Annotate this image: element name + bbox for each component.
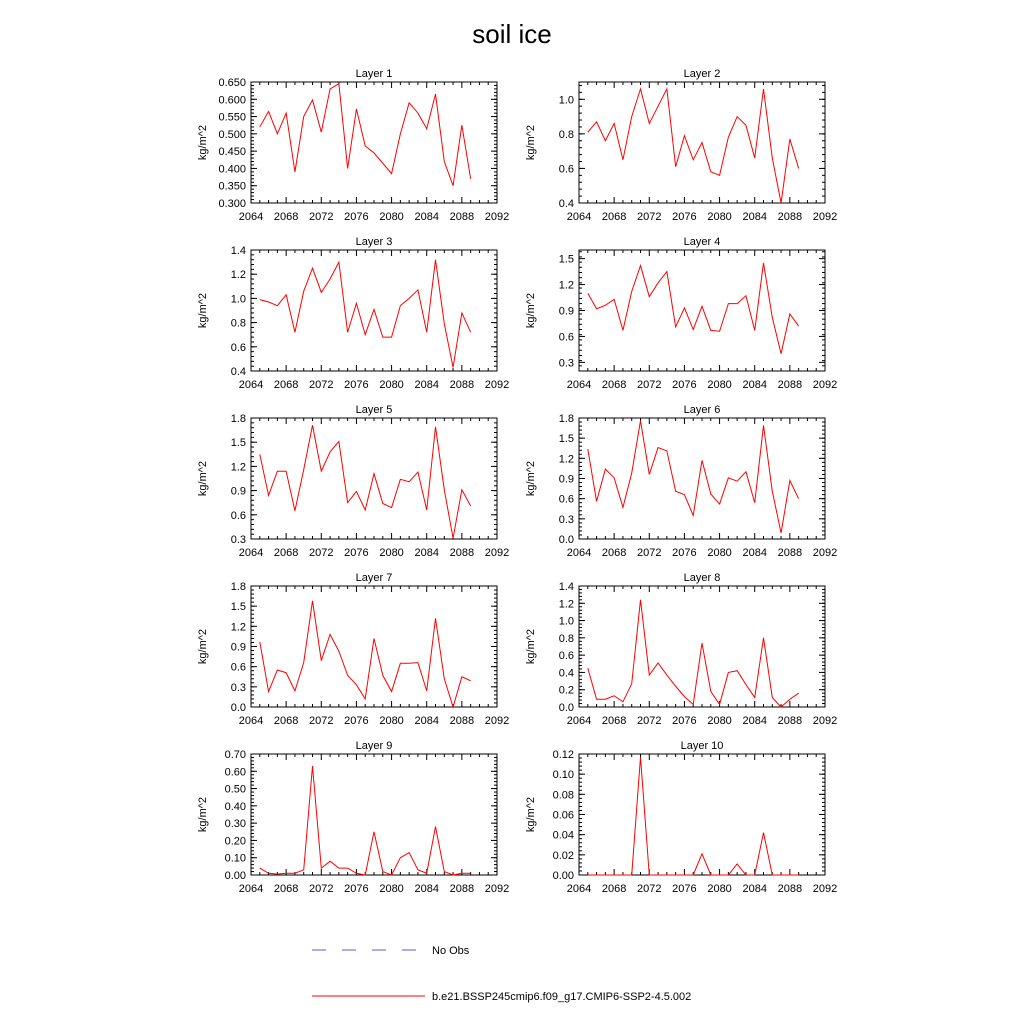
x-tick-label: 2088 bbox=[777, 211, 803, 223]
y-tick-label: 0.06 bbox=[552, 809, 574, 822]
x-tick-label: 2088 bbox=[449, 379, 475, 391]
y-tick-label: 0.450 bbox=[218, 146, 246, 159]
panel-title: Layer 5 bbox=[355, 404, 393, 416]
y-tick-label: 0.300 bbox=[218, 198, 246, 210]
panel-title: Layer 3 bbox=[355, 236, 393, 248]
x-tick-label: 2092 bbox=[484, 547, 510, 559]
y-axis-label: kg/m^2 bbox=[197, 124, 209, 161]
y-tick-label: 0.0 bbox=[558, 702, 574, 714]
y-tick-label: 1.2 bbox=[558, 598, 574, 611]
y-tick-label: 0.6 bbox=[558, 163, 574, 176]
y-tick-label: 0.4 bbox=[230, 366, 246, 378]
series-line bbox=[260, 425, 471, 538]
y-axis-label: kg/m^2 bbox=[525, 628, 537, 665]
x-tick-label: 2072 bbox=[637, 379, 662, 391]
y-tick-label: 0.2 bbox=[558, 684, 574, 697]
plot-frame bbox=[251, 586, 497, 707]
y-tick-label: 0.10 bbox=[552, 769, 574, 782]
x-tick-label: 2076 bbox=[672, 379, 697, 391]
y-tick-label: 0.8 bbox=[230, 317, 246, 330]
series-line bbox=[588, 263, 799, 354]
x-tick-label: 2080 bbox=[707, 715, 732, 727]
x-tick-label: 2072 bbox=[309, 715, 334, 727]
y-tick-label: 0.400 bbox=[218, 163, 246, 176]
x-tick-label: 2088 bbox=[449, 547, 475, 559]
x-tick-label: 2084 bbox=[742, 715, 767, 727]
x-tick-label: 2092 bbox=[812, 883, 838, 895]
y-tick-label: 0.9 bbox=[558, 305, 574, 318]
y-tick-label: 0.9 bbox=[558, 473, 574, 486]
x-tick-label: 2064 bbox=[566, 883, 592, 895]
panel-layer-10 bbox=[525, 740, 837, 895]
y-tick-label: 1.2 bbox=[230, 461, 246, 474]
x-tick-label: 2064 bbox=[238, 379, 264, 391]
x-tick-label: 2092 bbox=[812, 547, 838, 559]
y-tick-label: 1.2 bbox=[558, 279, 574, 292]
x-tick-label: 2068 bbox=[601, 379, 627, 391]
y-tick-label: 0.50 bbox=[224, 783, 246, 796]
x-tick-label: 2092 bbox=[484, 211, 510, 223]
x-tick-label: 2076 bbox=[672, 883, 697, 895]
y-tick-label: 1.8 bbox=[558, 413, 574, 425]
y-tick-label: 0.0 bbox=[230, 702, 246, 714]
x-tick-label: 2072 bbox=[309, 211, 334, 223]
panel-layer-2 bbox=[525, 68, 837, 223]
panel-title: Layer 7 bbox=[355, 572, 393, 584]
x-tick-label: 2088 bbox=[449, 715, 475, 727]
panel-layer-8 bbox=[525, 572, 837, 727]
x-tick-label: 2088 bbox=[449, 883, 475, 895]
y-tick-label: 0.8 bbox=[558, 632, 574, 645]
x-tick-label: 2080 bbox=[379, 379, 404, 391]
x-tick-label: 2076 bbox=[344, 547, 369, 559]
x-tick-label: 2084 bbox=[742, 379, 767, 391]
y-tick-label: 0.70 bbox=[224, 749, 246, 761]
y-axis-label: kg/m^2 bbox=[197, 292, 209, 329]
y-tick-label: 0.4 bbox=[558, 198, 574, 210]
x-tick-label: 2092 bbox=[812, 211, 838, 223]
x-tick-label: 2072 bbox=[309, 379, 334, 391]
series-line bbox=[588, 89, 799, 203]
y-tick-label: 0.04 bbox=[552, 829, 574, 842]
x-tick-label: 2064 bbox=[238, 547, 264, 559]
figure-title: soil ice bbox=[472, 19, 552, 49]
x-tick-label: 2088 bbox=[449, 211, 475, 223]
y-axis-label: kg/m^2 bbox=[525, 292, 537, 329]
panel-title: Layer 6 bbox=[683, 404, 721, 416]
y-tick-label: 0.10 bbox=[224, 852, 246, 865]
x-tick-label: 2072 bbox=[309, 547, 334, 559]
y-axis-label: kg/m^2 bbox=[525, 124, 537, 161]
plot-frame bbox=[579, 754, 825, 875]
y-tick-label: 1.8 bbox=[230, 413, 246, 425]
x-tick-label: 2072 bbox=[309, 883, 334, 895]
y-tick-label: 0.4 bbox=[558, 667, 574, 680]
y-tick-label: 0.12 bbox=[552, 749, 574, 761]
x-tick-label: 2084 bbox=[742, 883, 767, 895]
x-tick-label: 2076 bbox=[672, 547, 697, 559]
y-tick-label: 0.08 bbox=[552, 789, 574, 802]
y-tick-label: 0.600 bbox=[218, 94, 246, 107]
x-tick-label: 2092 bbox=[484, 883, 510, 895]
series-line bbox=[588, 600, 799, 707]
x-tick-label: 2092 bbox=[484, 379, 510, 391]
x-tick-label: 2076 bbox=[344, 715, 369, 727]
x-tick-label: 2068 bbox=[273, 211, 299, 223]
x-tick-label: 2088 bbox=[777, 715, 803, 727]
x-tick-label: 2080 bbox=[707, 883, 732, 895]
x-tick-label: 2068 bbox=[601, 547, 627, 559]
y-tick-label: 0.9 bbox=[230, 641, 246, 654]
y-tick-label: 1.8 bbox=[230, 581, 246, 593]
x-tick-label: 2092 bbox=[484, 715, 510, 727]
y-tick-label: 0.3 bbox=[558, 513, 574, 526]
series-line bbox=[260, 260, 471, 368]
x-tick-label: 2080 bbox=[379, 211, 404, 223]
x-tick-label: 2072 bbox=[637, 547, 662, 559]
panel-title: Layer 9 bbox=[355, 740, 393, 752]
y-tick-label: 0.20 bbox=[224, 835, 246, 848]
y-axis-label: kg/m^2 bbox=[197, 796, 209, 833]
panel-title: Layer 4 bbox=[683, 236, 721, 248]
y-tick-label: 0.3 bbox=[558, 357, 574, 370]
series-line bbox=[588, 757, 799, 875]
x-tick-label: 2076 bbox=[344, 883, 369, 895]
y-tick-label: 1.2 bbox=[230, 269, 246, 282]
x-tick-label: 2088 bbox=[777, 883, 803, 895]
y-tick-label: 0.30 bbox=[224, 818, 246, 831]
x-tick-label: 2064 bbox=[566, 379, 592, 391]
x-tick-label: 2072 bbox=[637, 715, 662, 727]
x-tick-label: 2068 bbox=[601, 883, 627, 895]
y-tick-label: 0.6 bbox=[230, 509, 246, 522]
x-tick-label: 2076 bbox=[344, 379, 369, 391]
y-tick-label: 1.4 bbox=[230, 245, 246, 257]
y-tick-label: 1.5 bbox=[230, 437, 246, 450]
y-tick-label: 0.6 bbox=[230, 341, 246, 354]
y-tick-label: 0.60 bbox=[224, 766, 246, 779]
panel-title: Layer 1 bbox=[355, 68, 393, 80]
x-tick-label: 2068 bbox=[601, 715, 627, 727]
y-tick-label: 1.5 bbox=[558, 433, 574, 446]
panel-layer-7 bbox=[197, 572, 509, 727]
x-tick-label: 2084 bbox=[742, 211, 767, 223]
y-tick-label: 0.00 bbox=[552, 870, 574, 882]
panel-layer-9 bbox=[197, 740, 509, 895]
series-line bbox=[260, 84, 471, 186]
x-tick-label: 2068 bbox=[273, 379, 299, 391]
y-tick-label: 0.350 bbox=[218, 180, 246, 193]
y-tick-label: 0.40 bbox=[224, 800, 246, 813]
y-tick-label: 1.0 bbox=[230, 293, 246, 306]
y-tick-label: 0.3 bbox=[230, 681, 246, 694]
series-line bbox=[588, 421, 799, 533]
x-tick-label: 2068 bbox=[601, 211, 627, 223]
x-tick-label: 2068 bbox=[273, 547, 299, 559]
panel-title: Layer 8 bbox=[683, 572, 721, 584]
panel-layer-5 bbox=[197, 404, 509, 559]
x-tick-label: 2084 bbox=[742, 547, 767, 559]
x-tick-label: 2084 bbox=[414, 211, 439, 223]
legend-model-label: b.e21.BSSP245cmip6.f09_g17.CMIP6-SSP2-4.5.002 bbox=[432, 991, 692, 1003]
y-tick-label: 1.5 bbox=[558, 253, 574, 266]
x-tick-label: 2080 bbox=[707, 547, 732, 559]
x-tick-label: 2064 bbox=[566, 715, 592, 727]
y-axis-label: kg/m^2 bbox=[525, 460, 537, 497]
y-tick-label: 1.2 bbox=[230, 621, 246, 634]
x-tick-label: 2080 bbox=[379, 715, 404, 727]
x-tick-label: 2080 bbox=[379, 547, 404, 559]
y-tick-label: 0.6 bbox=[558, 650, 574, 663]
y-tick-label: 0.02 bbox=[552, 849, 574, 862]
y-tick-label: 1.2 bbox=[558, 453, 574, 466]
x-tick-label: 2080 bbox=[379, 883, 404, 895]
x-tick-label: 2088 bbox=[777, 379, 803, 391]
panel-layer-6 bbox=[525, 404, 837, 559]
y-tick-label: 0.550 bbox=[218, 111, 246, 124]
y-tick-label: 0.00 bbox=[224, 870, 246, 882]
x-tick-label: 2092 bbox=[812, 379, 838, 391]
y-tick-label: 0.650 bbox=[218, 77, 246, 89]
plot-frame bbox=[251, 754, 497, 875]
x-tick-label: 2080 bbox=[707, 211, 732, 223]
x-tick-label: 2076 bbox=[344, 211, 369, 223]
panel-layer-3 bbox=[197, 236, 509, 391]
x-tick-label: 2080 bbox=[707, 379, 732, 391]
y-tick-label: 0.3 bbox=[230, 534, 246, 546]
x-tick-label: 2084 bbox=[414, 883, 439, 895]
x-tick-label: 2084 bbox=[414, 547, 439, 559]
y-tick-label: 0.8 bbox=[558, 128, 574, 141]
x-tick-label: 2076 bbox=[672, 211, 697, 223]
x-tick-label: 2064 bbox=[238, 715, 264, 727]
y-axis-label: kg/m^2 bbox=[197, 460, 209, 497]
plot-frame bbox=[579, 418, 825, 539]
x-tick-label: 2072 bbox=[637, 883, 662, 895]
plot-frame bbox=[579, 250, 825, 371]
x-tick-label: 2084 bbox=[414, 379, 439, 391]
panel-title: Layer 2 bbox=[683, 68, 721, 80]
y-tick-label: 0.500 bbox=[218, 128, 246, 141]
panel-layer-1 bbox=[197, 68, 509, 223]
y-tick-label: 1.0 bbox=[558, 94, 574, 107]
x-tick-label: 2068 bbox=[273, 883, 299, 895]
panel-title: Layer 10 bbox=[680, 740, 724, 752]
x-tick-label: 2088 bbox=[777, 547, 803, 559]
x-tick-label: 2064 bbox=[566, 211, 592, 223]
x-tick-label: 2092 bbox=[812, 715, 838, 727]
panel-layer-4 bbox=[525, 236, 837, 391]
y-tick-label: 0.6 bbox=[558, 493, 574, 506]
panels-grid bbox=[197, 68, 837, 895]
x-tick-label: 2084 bbox=[414, 715, 439, 727]
x-tick-label: 2068 bbox=[273, 715, 299, 727]
y-tick-label: 0.0 bbox=[558, 534, 574, 546]
series-line bbox=[260, 601, 471, 707]
y-tick-label: 1.5 bbox=[230, 601, 246, 614]
legend bbox=[312, 945, 691, 1003]
y-tick-label: 1.0 bbox=[558, 615, 574, 628]
y-tick-label: 0.6 bbox=[230, 661, 246, 674]
y-axis-label: kg/m^2 bbox=[197, 628, 209, 665]
x-tick-label: 2076 bbox=[672, 715, 697, 727]
x-tick-label: 2064 bbox=[566, 547, 592, 559]
x-tick-label: 2064 bbox=[238, 211, 264, 223]
y-tick-label: 1.4 bbox=[558, 581, 574, 593]
series-line bbox=[260, 766, 471, 875]
y-tick-label: 0.9 bbox=[230, 485, 246, 498]
legend-no-obs-label: No Obs bbox=[432, 945, 470, 957]
y-tick-label: 0.6 bbox=[558, 331, 574, 344]
plot-frame bbox=[251, 82, 497, 203]
y-axis-label: kg/m^2 bbox=[525, 796, 537, 833]
x-tick-label: 2064 bbox=[238, 883, 264, 895]
x-tick-label: 2072 bbox=[637, 211, 662, 223]
